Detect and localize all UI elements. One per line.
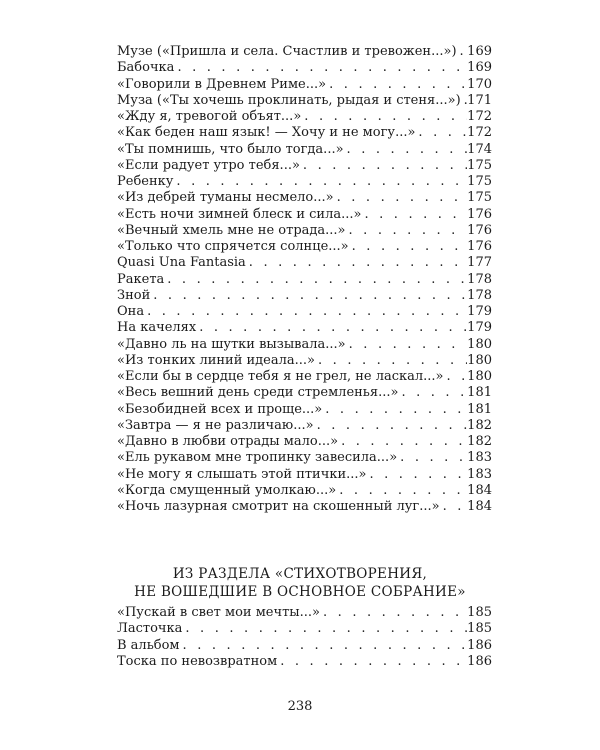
dot-leader: [315, 353, 467, 369]
dot-leader: [346, 223, 468, 239]
toc-entry: [117, 190, 492, 206]
toc-entry-page: 176: [467, 206, 492, 222]
toc-entry-page: 180: [467, 336, 492, 352]
toc-entry: [117, 239, 492, 255]
toc-entry-page: 172: [467, 125, 492, 141]
toc-entry: [117, 467, 492, 483]
dot-leader: [334, 190, 468, 206]
dot-leader: [336, 483, 467, 499]
toc-entry-page: 174: [467, 141, 492, 157]
toc-entry-page: 183: [467, 466, 492, 482]
toc-entry-page: 183: [467, 450, 492, 466]
toc-entry: [117, 402, 492, 418]
toc-entry-title: Музе («Пришла и села. Счастлив и тревожен...»): [117, 44, 457, 59]
toc-entry-title: «Завтра — я не различаю...»: [117, 417, 314, 433]
toc-entry-title: В альбом: [117, 637, 180, 653]
toc-entry-page: 178: [467, 287, 492, 303]
toc-entry-title: «Давно в любви отрады мало...»: [117, 434, 339, 449]
toc-entry-page: 175: [467, 174, 492, 189]
toc-entry-page: 176: [467, 222, 492, 238]
page-number: 238: [287, 699, 313, 714]
toc-entry: [117, 93, 492, 109]
toc-entry: [117, 142, 492, 158]
toc-entry-page: 175: [467, 157, 492, 173]
toc-entry-title: Ребенку: [117, 174, 174, 189]
dot-leader: [196, 320, 467, 336]
toc-entry-page: 182: [467, 434, 492, 449]
toc-entry-page: 169: [467, 60, 492, 76]
dot-leader: [398, 385, 467, 401]
dot-leader: [246, 255, 467, 271]
section-heading-line-1: ИЗ РАЗДЕЛА «СТИХОТВОРЕНИЯ,: [172, 566, 428, 582]
toc-entry-title: «Ель рукавом мне тропинку завесила...»: [117, 450, 398, 466]
toc-entry-page: 186: [467, 637, 492, 653]
toc-entry: [117, 654, 492, 670]
toc-entry-title: Бабочка: [117, 60, 175, 76]
toc-entry-title: Зной: [117, 287, 151, 303]
toc-entry: [117, 337, 492, 353]
dot-leader: [300, 158, 467, 174]
toc-entry-title: «Весь вешний день среди стремленья...»: [117, 385, 399, 401]
toc-entry-title: Ракета: [117, 271, 165, 287]
toc-entry-page: 184: [467, 499, 492, 514]
toc-entry: [117, 174, 492, 190]
toc-entry-title: «Из тонких линий идеала...»: [117, 352, 315, 368]
toc-entry-title: На качелях: [117, 320, 197, 336]
dot-leader: [415, 125, 467, 141]
dot-leader: [150, 288, 467, 304]
dot-leader: [180, 638, 468, 654]
toc-entry: [117, 77, 492, 93]
toc-entry-title: Она: [117, 304, 145, 319]
toc-entry-page: 175: [467, 190, 492, 206]
toc-entry-title: «Как беден наш язык! — Хочу и не могу...»: [117, 125, 416, 141]
toc-entry-title: «Есть ночи зимней блеск и сила...»: [117, 206, 362, 222]
toc-entry-page: 181: [467, 401, 492, 417]
toc-entry: [117, 483, 492, 499]
dot-leader: [173, 174, 467, 190]
toc-entry-page: 169: [467, 44, 492, 59]
toc-entry: [117, 223, 492, 239]
table-of-contents-section: [117, 605, 492, 670]
toc-entry: [117, 450, 492, 466]
toc-entry-page: 176: [467, 239, 492, 254]
toc-entry: [117, 499, 492, 515]
toc-entry: [117, 605, 492, 621]
toc-entry: [117, 158, 492, 174]
toc-entry-page: 181: [467, 385, 492, 401]
dot-leader: [457, 44, 468, 60]
toc-entry: [117, 272, 492, 288]
toc-entry-title: «Только что спрячется солнце...»: [117, 239, 349, 254]
toc-entry: [117, 60, 492, 76]
section-heading-line-2: НЕ ВОШЕДШИЕ В ОСНОВНОЕ СОБРАНИЕ»: [134, 584, 466, 600]
dot-leader: [397, 450, 467, 466]
toc-entry-page: 172: [467, 109, 492, 124]
dot-leader: [144, 304, 467, 320]
dot-leader: [444, 369, 468, 385]
toc-entry-title: «Ты помнишь, что было тогда...»: [117, 141, 344, 157]
toc-entry-title: «Говорили в Древнем Риме...»: [117, 76, 327, 92]
toc-entry-page: 178: [467, 271, 492, 287]
toc-entry-title: «Пускай в свет мои мечты...»: [117, 605, 320, 620]
toc-entry-page: 185: [467, 621, 492, 637]
dot-leader: [366, 467, 467, 483]
toc-entry: [117, 320, 492, 336]
toc-entry-title: Ласточка: [117, 621, 183, 637]
toc-entry-title: «Безобидней всех и проще...»: [117, 401, 323, 417]
toc-entry: [117, 369, 492, 385]
toc-entry-page: 177: [467, 255, 492, 271]
toc-entry: [117, 621, 492, 637]
toc-entry-title: Тоска по невозвратном: [117, 653, 278, 669]
dot-leader: [322, 402, 467, 418]
toc-entry-page: 186: [467, 653, 492, 669]
table-of-contents-main: [117, 44, 492, 515]
toc-entry: [117, 434, 492, 450]
toc-entry-page: 180: [467, 352, 492, 368]
dot-leader: [326, 77, 467, 93]
toc-entry-page: 180: [467, 369, 492, 384]
toc-entry-title: «Если радует утро тебя...»: [117, 157, 300, 173]
toc-entry-page: 171: [467, 92, 492, 108]
dot-leader: [182, 621, 467, 637]
toc-entry: [117, 44, 492, 60]
toc-entry: [117, 255, 492, 271]
toc-entry-title: Муза («Ты хочешь проклинать, рыдая и стеня...»): [117, 92, 461, 108]
toc-entry-title: «Вечный хмель мне не отрада...»: [117, 222, 346, 238]
toc-entry: [117, 109, 492, 125]
dot-leader: [338, 434, 467, 450]
toc-entry-title: «Ночь лазурная смотрит на скошенный луг...»: [117, 499, 440, 514]
toc-entry: [117, 288, 492, 304]
dot-leader: [346, 337, 468, 353]
toc-entry: [117, 418, 492, 434]
toc-entry-page: 179: [467, 304, 492, 319]
section-heading: [100, 565, 500, 601]
toc-entry-title: «Если бы в сердце тебя я не грел, не ласкал...»: [117, 369, 444, 384]
dot-leader: [349, 239, 468, 255]
dot-leader: [314, 418, 468, 434]
toc-entry-title: «Из дебрей туманы несмело...»: [117, 190, 334, 206]
dot-leader: [301, 109, 467, 125]
dot-leader: [277, 654, 467, 670]
toc-entry-title: «Когда смущенный умолкаю...»: [117, 482, 337, 498]
toc-entry-page: 182: [467, 417, 492, 433]
toc-entry-page: 170: [467, 76, 492, 92]
toc-entry: [117, 353, 492, 369]
dot-leader: [164, 272, 467, 288]
dot-leader: [361, 207, 467, 223]
toc-entry-page: 179: [467, 320, 492, 336]
dot-leader: [440, 499, 468, 515]
dot-leader: [174, 60, 467, 76]
toc-entry: [117, 638, 492, 654]
toc-entry-page: 185: [467, 605, 492, 620]
toc-entry: [117, 385, 492, 401]
toc-entry-title: Quasi Una Fantasia: [117, 255, 246, 271]
toc-entry-page: 184: [467, 482, 492, 498]
toc-entry-title: «Давно ль на шутки вызывала...»: [117, 336, 346, 352]
toc-entry: [117, 304, 492, 320]
dot-leader: [320, 605, 467, 621]
toc-entry: [117, 125, 492, 141]
dot-leader: [344, 142, 468, 158]
toc-entry: [117, 207, 492, 223]
toc-entry-title: «Жду я, тревогой объят...»: [117, 109, 302, 124]
toc-entry-title: «Не могу я слышать этой птички...»: [117, 466, 367, 482]
